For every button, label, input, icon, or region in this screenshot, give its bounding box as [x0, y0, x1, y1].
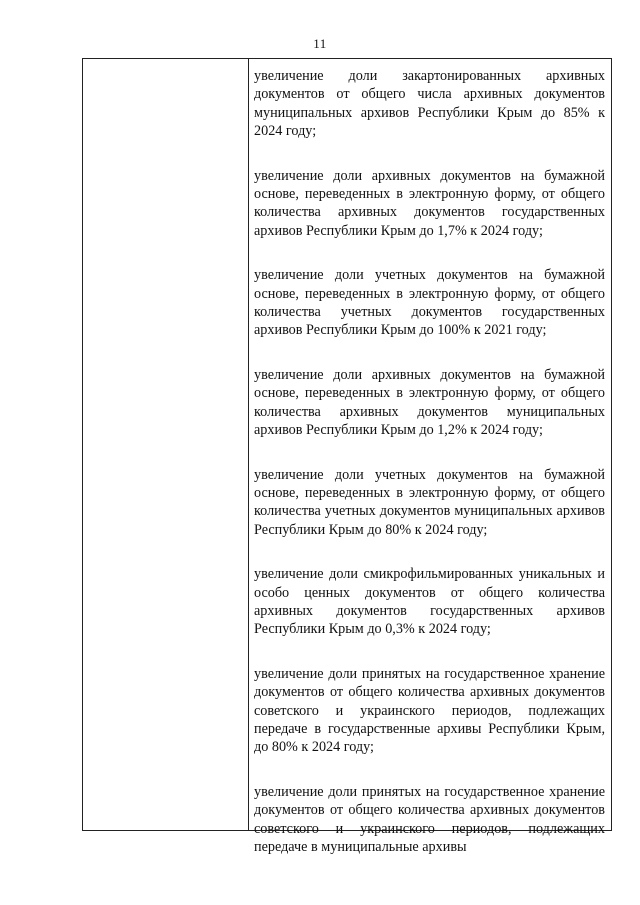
table-left-column	[83, 59, 249, 830]
document-table	[82, 58, 612, 855]
list-item: увеличение доли принятых на государственное хранение документов от общего количества архивных документов советского и украинского периодов, подлежащих передаче в муниципальные архивы	[254, 783, 605, 855]
page-number: 11	[313, 36, 327, 51]
list-item: увеличение доли закартонированных архивных документов от общего числа архивных документов муниципальных архивов Республики Крым до 85% к 2024 году;	[254, 68, 605, 140]
table-right-column	[249, 59, 611, 855]
list-item: увеличение доли архивных документов на бумажной основе, переведенных в электронную форму, от общего количества архивных документов государственных архивов Республики Крым до 1,7% к 2024 году;	[254, 167, 605, 239]
list-item: увеличение доли принятых на государственное хранение документов от общего количества архивных документов советского и украинского периодов, подлежащих передаче в государственные архивы Республики Крым, до 80% к 2024 году;	[254, 665, 605, 756]
list-item: увеличение доли учетных документов на бумажной основе, переведенных в электронную форму, от общего количества учетных документов муниципальных архивов Республики Крым до 80% к 2024 году;	[254, 466, 605, 538]
list-item: увеличение доли учетных документов на бумажной основе, переведенных в электронную форму, от общего количества учетных документов государственных архивов Республики Крым до 100% к 2021 году;	[254, 267, 605, 339]
list-item: увеличение доли смикрофильмированных уникальных и особо ценных документов от общего количества архивных документов государственных архивов Республики Крым до 0,3% к 2024 году;	[254, 566, 605, 638]
list-item: увеличение доли архивных документов на бумажной основе, переведенных в электронную форму, от общего количества архивных документов муниципальных архивов Республики Крым до 1,2% к 2024 году;	[254, 366, 605, 439]
